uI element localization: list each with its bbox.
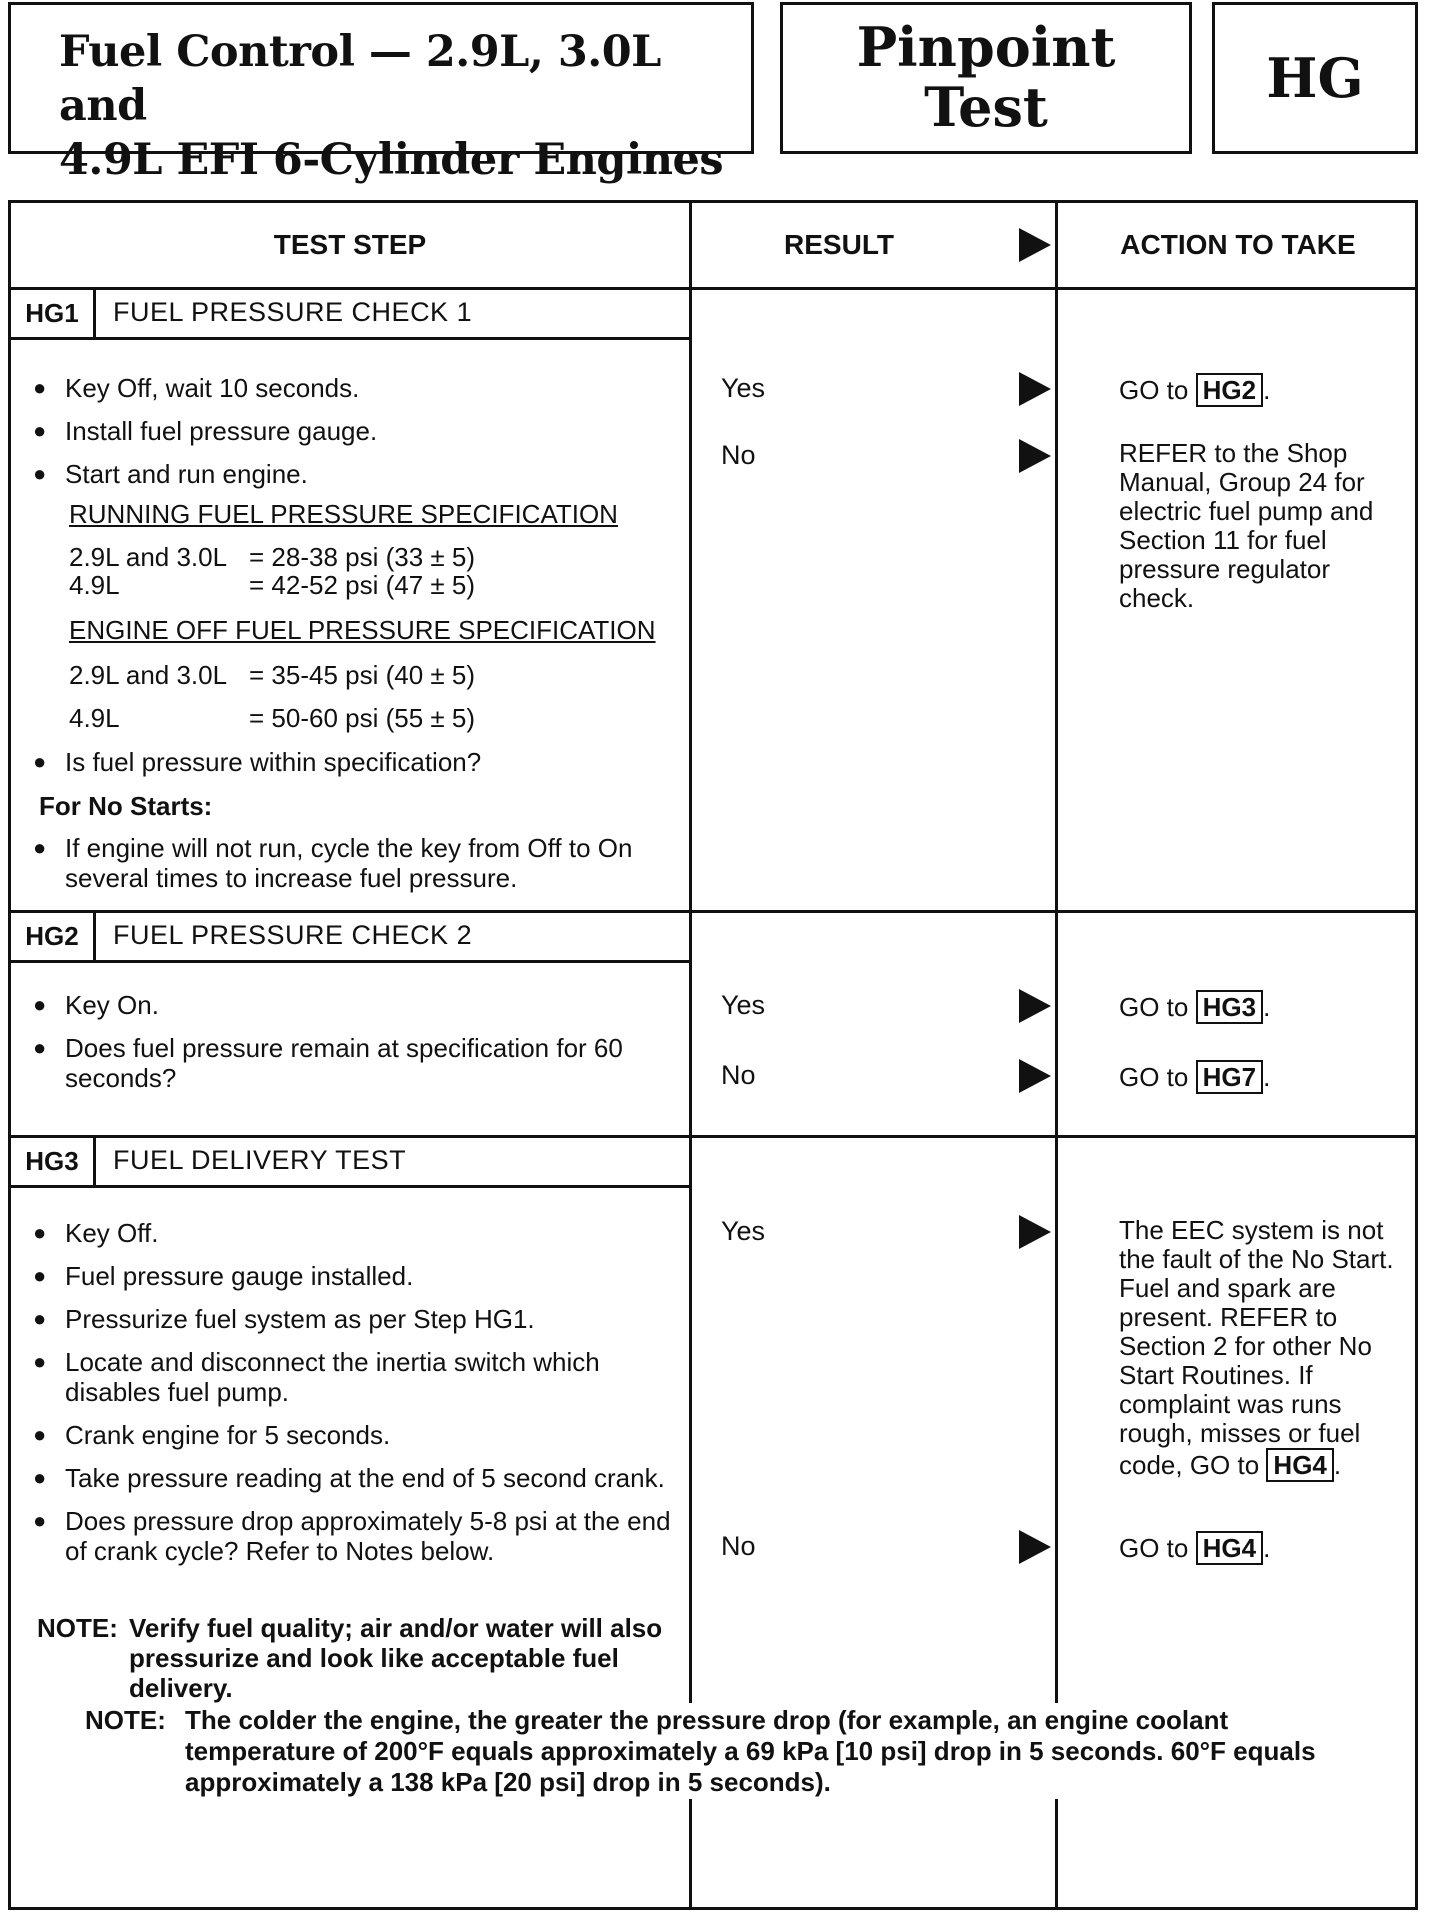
arrow-icon <box>1019 1215 1051 1249</box>
hg1-result-yes: Yes <box>721 373 766 403</box>
step-title: FUEL PRESSURE CHECK 1 <box>113 297 473 327</box>
step-header-hg1 <box>11 290 689 340</box>
step-header-hg3 <box>11 1138 689 1188</box>
step-id: HG1 <box>11 290 96 337</box>
running-spec-heading: RUNNING FUEL PRESSURE SPECIFICATION <box>69 499 618 529</box>
arrow-icon <box>1019 439 1051 473</box>
test-type-line1: Pinpoint <box>856 15 1116 79</box>
test-type-line2: Test <box>924 75 1048 139</box>
step-reference-hg4[interactable]: HG4 <box>1196 1531 1263 1565</box>
hg1-no-starts-list <box>33 833 683 906</box>
hg1-action-yes: GO to HG2 . <box>1119 375 1271 405</box>
running-spec-row2-value: = 42-52 psi (47 ± 5) <box>249 570 476 600</box>
step-reference-hg7[interactable]: HG7 <box>1196 1060 1263 1094</box>
step-reference-hg4[interactable]: HG4 <box>1266 1448 1333 1482</box>
action-text: GO to <box>1119 375 1189 405</box>
column-divider-result <box>689 203 692 1907</box>
list-item: ● Crank engine for 5 seconds. <box>33 1420 683 1450</box>
arrow-icon <box>1019 228 1051 262</box>
list-item: ● If engine will not run, cycle the key from Off to On several times to increase fuel pressure. <box>33 833 683 893</box>
list-item: ● Pressurize fuel system as per Step HG1. <box>33 1304 683 1334</box>
action-text: GO to <box>1119 1062 1189 1092</box>
arrow-icon <box>1019 1530 1051 1564</box>
hg3-bullet-list <box>33 1218 683 1579</box>
off-spec-row2-value: = 50-60 psi (55 ± 5) <box>249 703 476 733</box>
column-header-test-step: TEST STEP <box>273 229 427 260</box>
step-reference-hg3[interactable]: HG3 <box>1196 990 1263 1024</box>
document-title-line1: Fuel Control — 2.9L, 3.0L and <box>59 27 661 131</box>
test-code: HG <box>1266 46 1364 110</box>
running-spec-row1-label: 2.9L and 3.0L <box>69 542 228 572</box>
hg1-bullet-list <box>33 373 683 502</box>
column-header-result: RESULT <box>784 229 894 260</box>
arrow-icon <box>1019 989 1051 1023</box>
step-header-hg2 <box>11 913 689 963</box>
list-item: ● Take pressure reading at the end of 5 second crank. <box>33 1463 683 1493</box>
list-item: ● Does fuel pressure remain at specification for 60 seconds? <box>33 1033 683 1093</box>
off-spec-row2-label: 4.9L <box>69 703 120 733</box>
column-header-action: ACTION TO TAKE <box>1120 229 1356 260</box>
list-item: ● Install fuel pressure gauge. <box>33 416 683 446</box>
hg3-action-no: GO to HG4 . <box>1119 1533 1271 1563</box>
step-reference-hg2[interactable]: HG2 <box>1196 373 1263 407</box>
test-code-box <box>1212 2 1418 154</box>
document-title-line2: 4.9L EFI 6-Cylinder Engines <box>59 135 724 185</box>
off-spec-row1-value: = 35-45 psi (40 ± 5) <box>249 660 476 690</box>
arrow-icon <box>1019 1059 1051 1093</box>
bottom-note-label: NOTE: <box>85 1705 166 1735</box>
list-item: ● Key Off, wait 10 seconds. <box>33 373 683 403</box>
hg2-result-no: No <box>721 1060 756 1090</box>
hg1-result-no: No <box>721 440 756 470</box>
list-item: ● Key On. <box>33 990 683 1020</box>
hg2-action-yes: GO to HG3 . <box>1119 992 1271 1022</box>
pinpoint-test-table <box>8 200 1418 1910</box>
list-item: ● Does pressure drop approximately 5-8 psi at the end of crank cycle? Refer to Notes below. <box>33 1506 683 1566</box>
list-item: ● Fuel pressure gauge installed. <box>33 1261 683 1291</box>
action-text: GO to <box>1119 1533 1189 1563</box>
action-text: The EEC system is not the fault of the No Start. Fuel and spark are present. REFER to Section 2 for other No Start Routines. If complaint was runs rough, misses or fuel code, GO to <box>1119 1215 1394 1480</box>
step-title: FUEL PRESSURE CHECK 2 <box>113 920 473 950</box>
column-divider-action <box>1055 203 1058 1907</box>
hg3-result-yes: Yes <box>721 1216 766 1246</box>
hg3-action-yes: The EEC system is not the fault of the No Start. Fuel and spark are present. REFER to Section 2 for other No Start Routines. If complaint was runs rough, misses or fuel code, GO to HG4 . <box>1119 1215 1394 1480</box>
hg3-note-label: NOTE: <box>37 1613 118 1643</box>
hg3-note-text: Verify fuel quality; air and/or water will also pressurize and look like acceptable fuel delivery. <box>129 1613 663 1703</box>
running-spec-row1-value: = 28-38 psi (33 ± 5) <box>249 542 476 572</box>
list-item: ● Locate and disconnect the inertia switch which disables fuel pump. <box>33 1347 683 1407</box>
bottom-note <box>71 1703 1361 1799</box>
off-spec-heading: ENGINE OFF FUEL PRESSURE SPECIFICATION <box>69 615 656 645</box>
hg1-action-no: REFER to the Shop Manual, Group 24 for electric fuel pump and Section 11 for fuel pressure regulator check. <box>1119 438 1374 613</box>
list-item: ● Key Off. <box>33 1218 683 1248</box>
hg3-result-no: No <box>721 1531 756 1561</box>
hg1-question-list <box>33 747 683 790</box>
arrow-icon <box>1019 372 1051 406</box>
test-type-box <box>780 2 1192 154</box>
no-starts-label: For No Starts: <box>39 791 213 821</box>
document-title-box <box>8 2 754 185</box>
bottom-note-text: The colder the engine, the greater the pressure drop (for example, an engine coolant temperature of 200°F equals approximately a 69 kPa [10 psi] drop in 5 seconds. 60°F equals approximately a 138 kPa [20 psi] drop in 5 seconds). <box>185 1705 1316 1797</box>
hg2-action-no: GO to HG7 . <box>1119 1062 1271 1092</box>
hg2-result-yes: Yes <box>721 990 766 1020</box>
list-item: ● Start and run engine. <box>33 459 683 489</box>
action-text: GO to <box>1119 992 1189 1022</box>
step-id: HG2 <box>11 913 96 960</box>
step-title: FUEL DELIVERY TEST <box>113 1145 407 1175</box>
off-spec-row1-label: 2.9L and 3.0L <box>69 660 228 690</box>
hg2-bullet-list <box>33 990 683 1106</box>
running-spec-row2-label: 4.9L <box>69 570 120 600</box>
list-item: ● Is fuel pressure within specification? <box>33 747 683 777</box>
step-id: HG3 <box>11 1138 96 1185</box>
